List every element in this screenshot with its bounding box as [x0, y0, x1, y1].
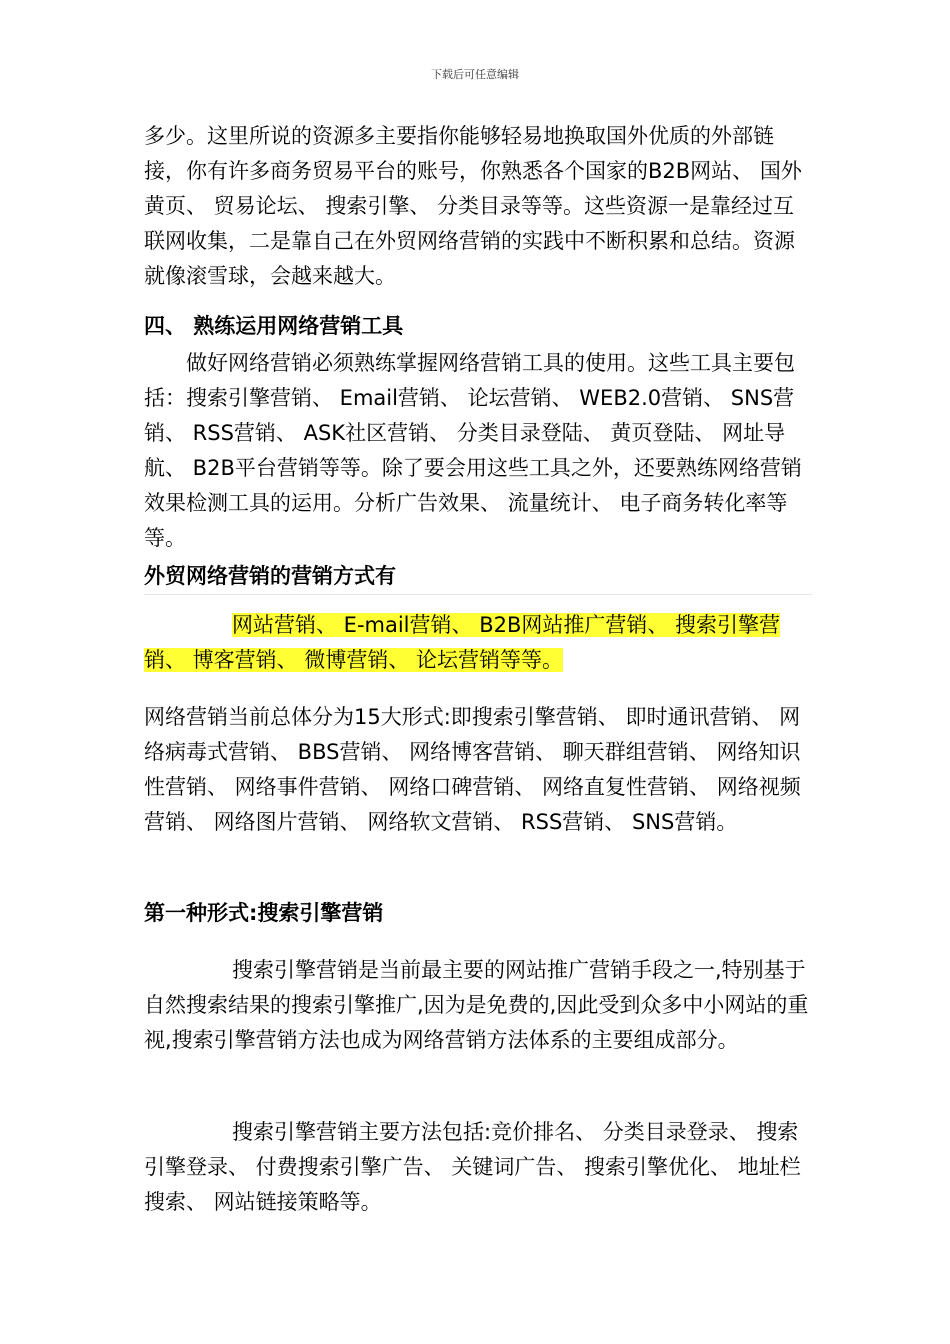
section-heading-four: 四、 熟练运用网络营销工具 [144, 314, 404, 338]
sem-methods-paragraph-wrap [144, 1115, 812, 1220]
first-form-heading: 第一种形式:搜索引擎营销 [144, 901, 384, 925]
section-four [144, 311, 812, 341]
resources-paragraph [144, 119, 812, 294]
sem-paragraph-wrap [144, 953, 812, 1058]
paragraph-fifteen-forms: 网络营销当前总体分为15大形式:即搜索引擎营销、 即时通讯营销、 网络病毒式营销、 BBS营销、 网络博客营销、 聊天群组营销、 网络知识性营销、 网络事件营销、 网络口碑营销、 网络直复性营销、 网络视频营销、 网络图片营销、 网络软文营销、 RSS营销、 SNS营销。 [144, 705, 801, 834]
highlighted-text: 网站营销、 E-mail营销、 B2B网站推广营销、 搜索引擎营销、 博客营销、 微博营销、 论坛营销等等。 [144, 613, 781, 672]
first-form-section [144, 898, 812, 928]
methods-heading: 外贸网络营销的营销方式有 [144, 564, 396, 588]
paragraph-resources: 多少。这里所说的资源多主要指你能够轻易地换取国外优质的外部链接，你有许多商务贸易平台的账号，你熟悉各个国家的B2B网站、 国外黄页、 贸易论坛、 搜索引擎、 分类目录等等。这些资源一是靠经过互联网收集，二是靠自己在外贸网络营销的实践中不断积累和总结。资源就像滚雪球，会越来越大。 [144, 124, 802, 288]
paragraph-sem-methods: 搜索引擎营销主要方法包括:竞价排名、 分类目录登录、 搜索引擎登录、 付费搜索引擎广告、 关键词广告、 搜索引擎优化、 地址栏搜索、 网站链接策略等。 [144, 1120, 801, 1214]
section-divider [144, 594, 812, 595]
highlight-paragraph-wrap [144, 608, 812, 678]
methods-section [144, 561, 812, 591]
page-header-note: 下载后可任意编辑 [431, 68, 519, 81]
forms-paragraph-wrap [144, 700, 812, 840]
highlighted-methods-paragraph [144, 608, 812, 678]
paragraph-sem-intro: 搜索引擎营销是当前最主要的网站推广营销手段之一,特别基于自然搜索结果的搜索引擎推广,因为是免费的,因此受到众多中小网站的重视,搜索引擎营销方法也成为网络营销方法体系的主要组成部分。 [144, 958, 809, 1052]
paragraph-tools: 做好网络营销必须熟练掌握网络营销工具的使用。这些工具主要包括：搜索引擎营销、 Email营销、 论坛营销、 WEB2.0营销、 SNS营销、 RSS营销、 ASK社区营销、 分类目录登陆、 黄页登陆、 网址导航、 B2B平台营销等等。除了要会用这些工具之外，还要熟练网络营销效果检测工具的运用。分析广告效果、 流量统计、 电子商务转化率等等。 [144, 351, 802, 550]
tools-paragraph [144, 346, 812, 556]
